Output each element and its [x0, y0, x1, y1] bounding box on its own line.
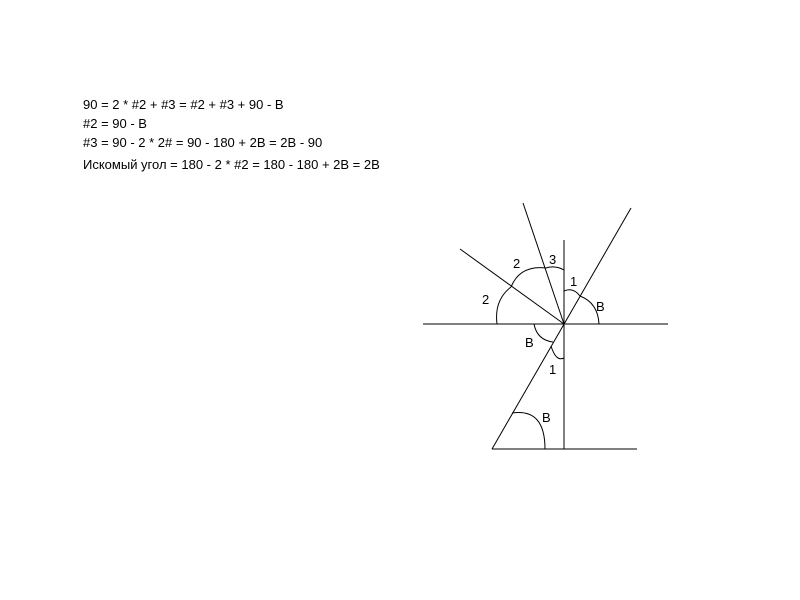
label-bottom-B: B	[542, 410, 551, 425]
label-upper-3: 3	[549, 252, 557, 267]
label-upper-left-2b: 2	[482, 292, 490, 307]
arc-3	[546, 267, 564, 270]
label-lower-1: 1	[549, 362, 557, 377]
label-upper-left-2a: 2	[513, 256, 521, 271]
arc-1-upper	[564, 290, 580, 296]
arc-B-bottom	[512, 412, 545, 449]
label-center-below-B: B	[525, 335, 534, 350]
steep-left-ray	[523, 203, 564, 324]
equation-line-2: #2 = 90 - B	[83, 116, 147, 131]
arc-B-center-below	[534, 324, 553, 342]
arc-2-lower	[497, 287, 511, 324]
equation-line-3: #3 = 90 - 2 * 2# = 90 - 180 + 2B = 2B - 90	[83, 135, 323, 150]
equation-line-4: Искомый угол = 180 - 2 * #2 = 180 - 180 + 2B = 2B	[83, 157, 380, 172]
label-upper-1: 1	[570, 274, 578, 289]
equation-line-1: 90 = 2 * #2 + #3 = #2 + #3 + 90 - B	[83, 97, 284, 112]
label-upper-right-B: B	[596, 299, 605, 314]
arc-1-lower	[551, 346, 564, 359]
